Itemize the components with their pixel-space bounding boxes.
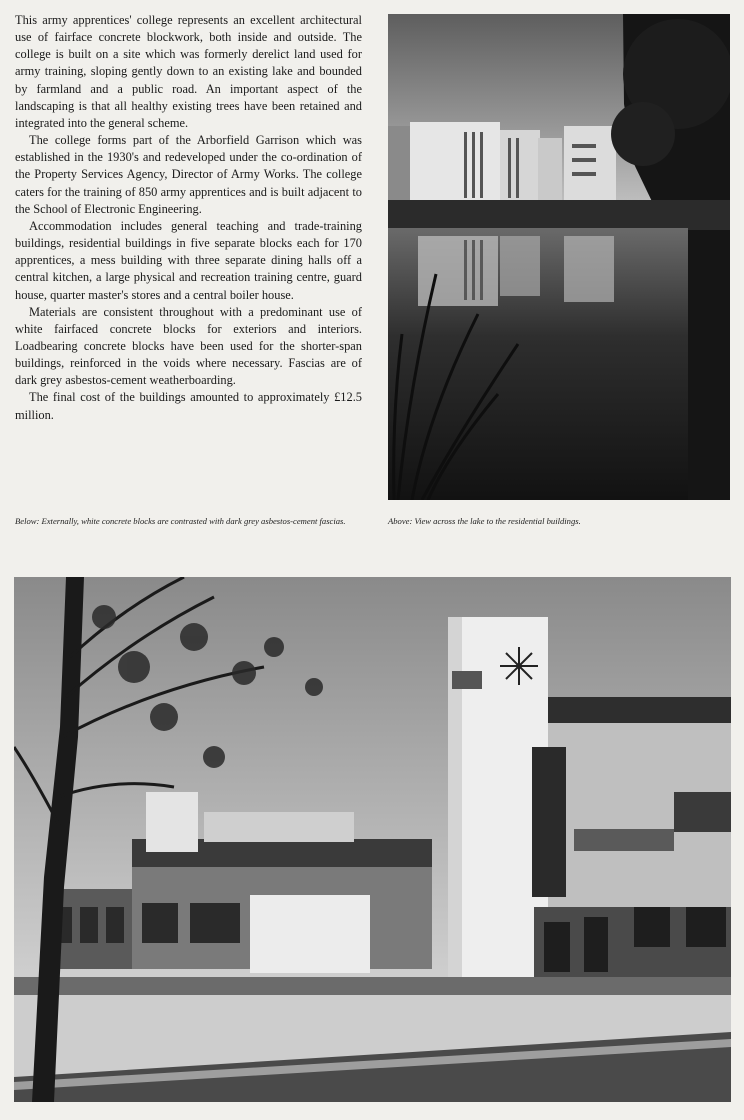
caption-below: Below: Externally, white concrete blocks are contrasted with dark grey asbestos-cement fascias. [15, 516, 346, 526]
lake-photo [388, 14, 730, 500]
article-paragraph: Accommodation includes general teaching and trade-training buildings, residential buildings in five separate blocks each for 170 apprentices, a mess building with three separate dining halls off a central kitchen, a large physical and recreation training centre, guard house, quarter master's stores and a central boiler house. [15, 218, 362, 302]
article-paragraph: Materials are consistent throughout with a predominant use of white fairfaced concrete blocks for exteriors and interiors. Loadbearing concrete blocks have been used for the shorter-span buildings, reinforced in the voids where necessary. Fascias are of dark grey asbestos-cement weatherboarding. [15, 304, 362, 388]
article-paragraph: This army apprentices' college represents an excellent architectural use of fairface concrete blockwork, both inside and outside. The college is built on a site which was formerly derelict land used for army training, sloping gently down to an existing lake and bounded by farmland and a public road. An important aspect of the landscaping is that all healthy existing trees have been retained and integrated into the general scheme. [15, 13, 362, 130]
caption-above: Above: View across the lake to the residential buildings. [388, 516, 581, 526]
article-paragraph: The college forms part of the Arborfield Garrison which was established in the 1930's and redeveloped under the co-ordination of the Property Services Agency, Director of Army Works. The college caters for the training of 850 army apprentices and is built adjacent to the School of Electronic Engineering. [15, 133, 362, 216]
article-paragraph: The final cost of the buildings amounted to approximately £12.5 million. [15, 390, 362, 422]
college-photo [14, 577, 731, 1102]
article-body [15, 12, 362, 424]
